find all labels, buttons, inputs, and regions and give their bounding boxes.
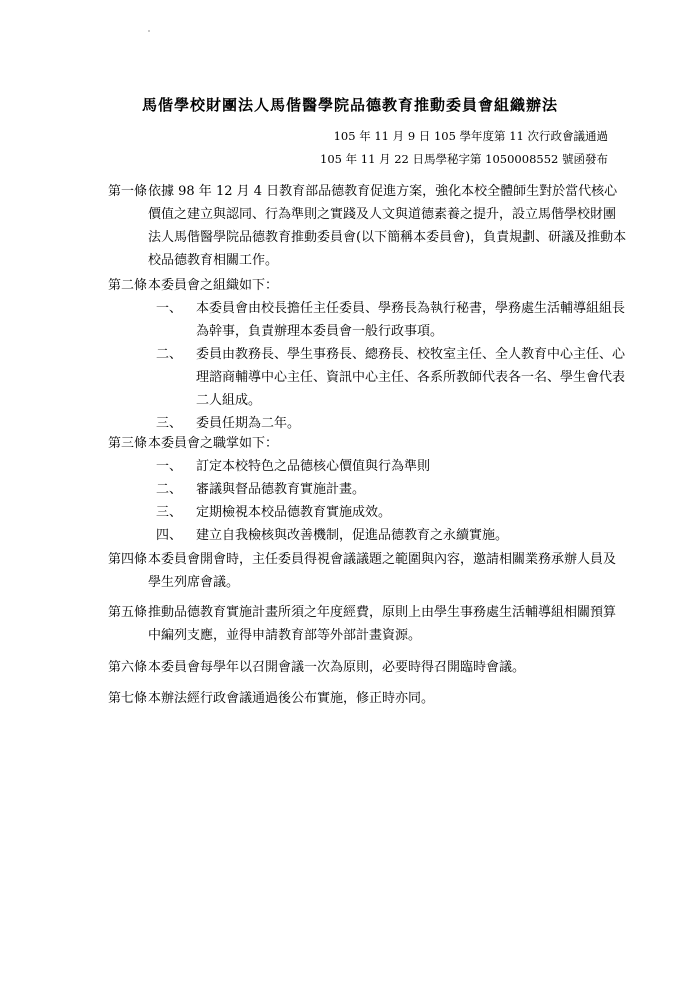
document-title: 馬偕學校財團法人馬偕醫學院品德教育推動委員會組織辦法 <box>141 96 558 114</box>
article-text: 依據 98 年 12 月 4 日教育部品德教育促進方案，強化本校全體師生對於當代核心價值之建立與認同、行為準則之實踐及人文與道德素養之提升，設立馬偕學校財團法人馬偕醫學院品德教育推動委員會(以下簡稱本委員會)，負責規劃、研議及推動本校品德教育相關工作。 <box>148 184 627 268</box>
article-text: 推動品德教育實施計畫所須之年度經費，原則上由學生事務處生活輔導組相關預算中編列支應，並得申請教育部等外部計畫資源。 <box>148 605 617 643</box>
list-item <box>156 524 628 547</box>
article-label: 第三條 <box>108 436 148 451</box>
list-item <box>156 343 628 412</box>
article-text: 本委員會之職掌如下： <box>148 436 279 451</box>
list-item <box>156 455 628 478</box>
article-text: 本委員會之組織如下： <box>148 278 279 293</box>
item-text: 建立自我檢核與改善機制，促進品德教育之永續實施。 <box>196 528 509 543</box>
article-items <box>156 297 628 435</box>
article-label: 第六條 <box>108 660 148 675</box>
item-number: 四、 <box>156 528 183 543</box>
list-item <box>156 297 628 343</box>
item-number: 二、 <box>156 482 183 497</box>
list-item <box>156 478 628 501</box>
article-label: 第一條 <box>108 184 148 199</box>
item-text: 訂定本校特色之品德核心價值與行為準則 <box>196 459 431 474</box>
item-text: 委員由教務長、學生事務長、總務長、校牧室主任、全人教育中心主任、心理諮商輔導中心主任、資訊中心主任、各系所教師代表各一名、學生會代表二人組成。 <box>196 347 626 408</box>
item-number: 一、 <box>156 459 183 474</box>
item-text: 委員任期為二年。 <box>196 416 301 431</box>
item-number: 二、 <box>156 347 183 362</box>
item-text: 審議與督品德教育實施計畫。 <box>196 482 366 497</box>
article-items <box>156 455 628 547</box>
item-number: 三、 <box>156 505 183 520</box>
scan-speck <box>148 30 150 32</box>
article-2 <box>108 274 628 435</box>
article-text: 本辦法經行政會議通過後公布實施，修正時亦同。 <box>148 691 435 706</box>
item-number: 三、 <box>156 416 183 431</box>
article-label: 第四條 <box>108 552 148 567</box>
article-4 <box>108 548 628 594</box>
item-text: 定期檢視本校品德教育實施成效。 <box>196 505 392 520</box>
article-6 <box>108 656 628 679</box>
article-1 <box>108 180 628 272</box>
item-text: 本委員會由校長擔任主任委員、學務長為執行秘書，學務處生活輔導組組長為幹事，負責辦理本委員會一般行政事項。 <box>196 301 626 339</box>
article-label: 第五條 <box>108 605 148 620</box>
article-text: 本委員會開會時，主任委員得視會議議題之範圍與內容，邀請相關業務承辦人員及學生列席會議。 <box>148 552 617 590</box>
article-7 <box>108 687 628 710</box>
promulgation-note: 105 年 11 月 22 日馬學秘字第 1050008552 號函發布 <box>320 152 608 166</box>
list-item <box>156 501 628 524</box>
article-label: 第七條 <box>108 691 148 706</box>
article-5 <box>108 601 628 647</box>
article-3 <box>108 432 628 547</box>
article-label: 第二條 <box>108 278 148 293</box>
article-text: 本委員會每學年以召開會議一次為原則，必要時得召開臨時會議。 <box>148 660 526 675</box>
item-number: 一、 <box>156 301 183 316</box>
approval-note: 105 年 11 月 9 日 105 學年度第 11 次行政會議通過 <box>333 129 608 143</box>
